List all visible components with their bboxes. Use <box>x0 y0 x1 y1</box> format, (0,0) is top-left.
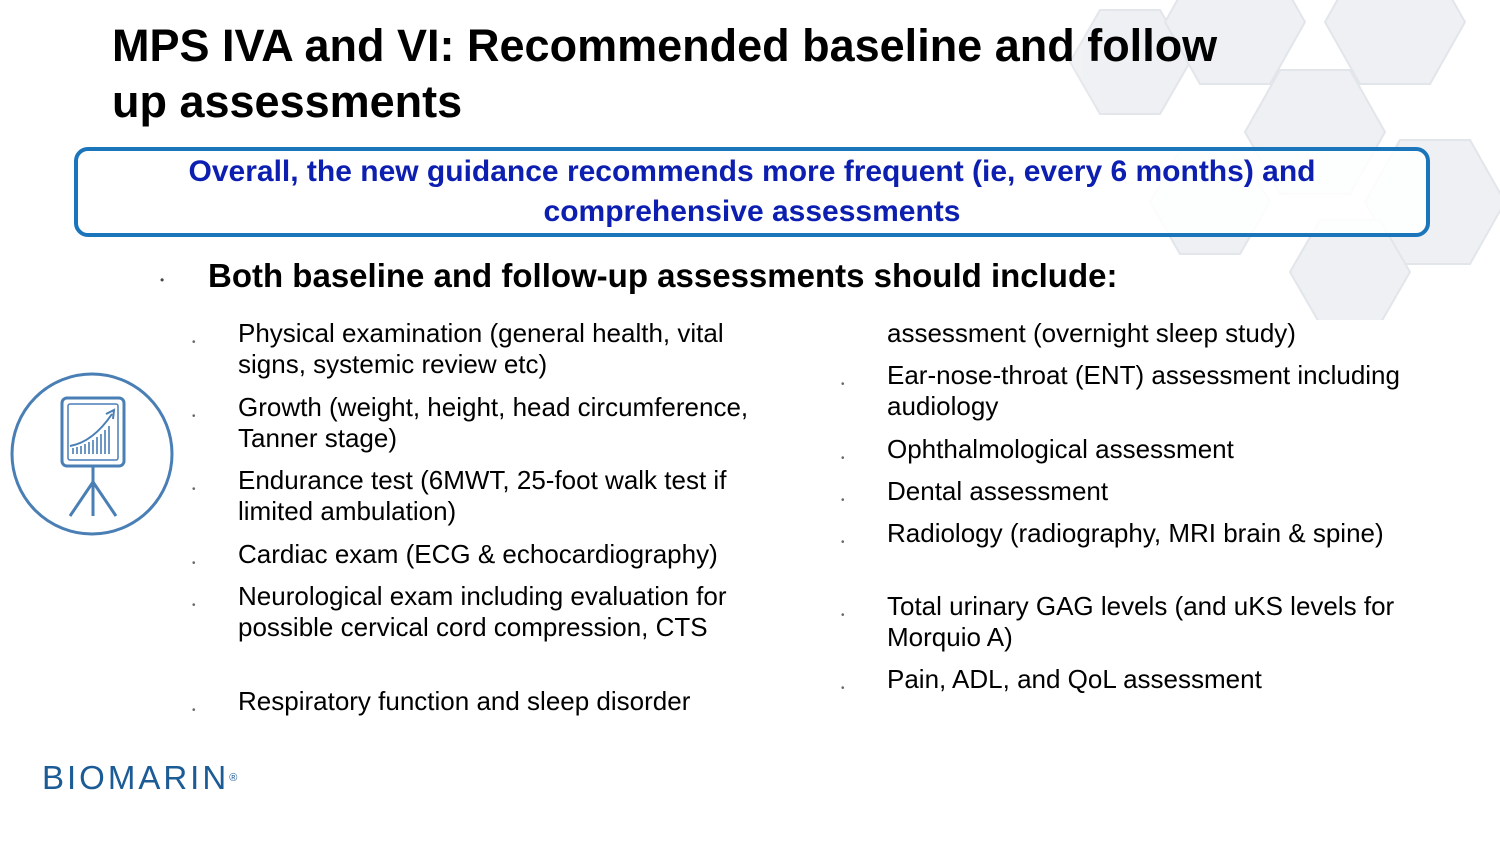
list-item <box>192 539 798 570</box>
list-item <box>192 465 798 527</box>
list-item-text: Endurance test (6MWT, 25-foot walk test if limited ambulation) <box>238 465 727 526</box>
list-item-text: Respiratory function and sleep disorder <box>238 686 691 716</box>
list-item-text: Ophthalmological assessment <box>887 434 1234 464</box>
list-item-text: Total urinary GAG levels (and uKS levels for Morquio A) <box>887 591 1395 652</box>
page-title: MPS IVA and VI: Recommended baseline and follow up assessments <box>112 20 1218 127</box>
bullet-glyph: • <box>192 600 196 611</box>
main-bullet-text: Both baseline and follow-up assessments should include: <box>208 257 1118 294</box>
callout-text: Overall, the new guidance recommends more frequent (ie, every 6 months) and comprehensive assessments <box>188 155 1316 228</box>
list-item <box>841 434 1447 465</box>
list-item-text: Physical examination (general health, vital signs, systemic review etc) <box>238 318 724 379</box>
list-item <box>841 518 1387 549</box>
list-item <box>192 318 798 380</box>
bullet-glyph: • <box>192 484 196 495</box>
presentation-chart-icon <box>8 370 176 538</box>
list-item <box>192 581 768 643</box>
list-item <box>841 476 1447 507</box>
list-item-text: assessment (overnight sleep study) <box>887 318 1296 348</box>
list-item-text: Radiology (radiography, MRI brain & spine) <box>887 518 1384 548</box>
logo-text: BIOMARIN <box>42 759 230 796</box>
bullet-glyph: • <box>192 411 196 422</box>
list-item <box>192 686 798 717</box>
bullet-glyph: • <box>841 453 845 464</box>
list-item-text: Pain, ADL, and QoL assessment <box>887 664 1262 694</box>
list-item-text: Ear-nose-throat (ENT) assessment including audiology <box>887 360 1400 421</box>
bullet-glyph: • <box>841 495 845 506</box>
list-item-text: Neurological exam including evaluation for possible cervical cord compression, CTS <box>238 581 727 642</box>
bullet-glyph: • <box>192 558 196 569</box>
list-item <box>841 360 1447 422</box>
list-item-text: Cardiac exam (ECG & echocardiography) <box>238 539 718 569</box>
list-item <box>192 392 798 454</box>
bullet-glyph: • <box>841 683 845 694</box>
logo-registered-mark: ® <box>229 772 238 784</box>
bullet-glyph: • <box>841 537 845 548</box>
company-logo <box>42 760 237 796</box>
bullet-glyph: • <box>192 337 196 348</box>
callout-box <box>74 147 1430 237</box>
list-item-text: Dental assessment <box>887 476 1109 506</box>
bullet-glyph: • <box>841 610 845 621</box>
list-item-continuation <box>887 318 1447 349</box>
bullet-glyph: • <box>192 705 196 716</box>
bullet-glyph: • <box>160 273 165 287</box>
list-item <box>841 664 1447 695</box>
list-item-text: Growth (weight, height, head circumference, Tanner stage) <box>238 392 749 453</box>
list-item <box>841 591 1457 653</box>
bullet-glyph: • <box>841 379 845 390</box>
